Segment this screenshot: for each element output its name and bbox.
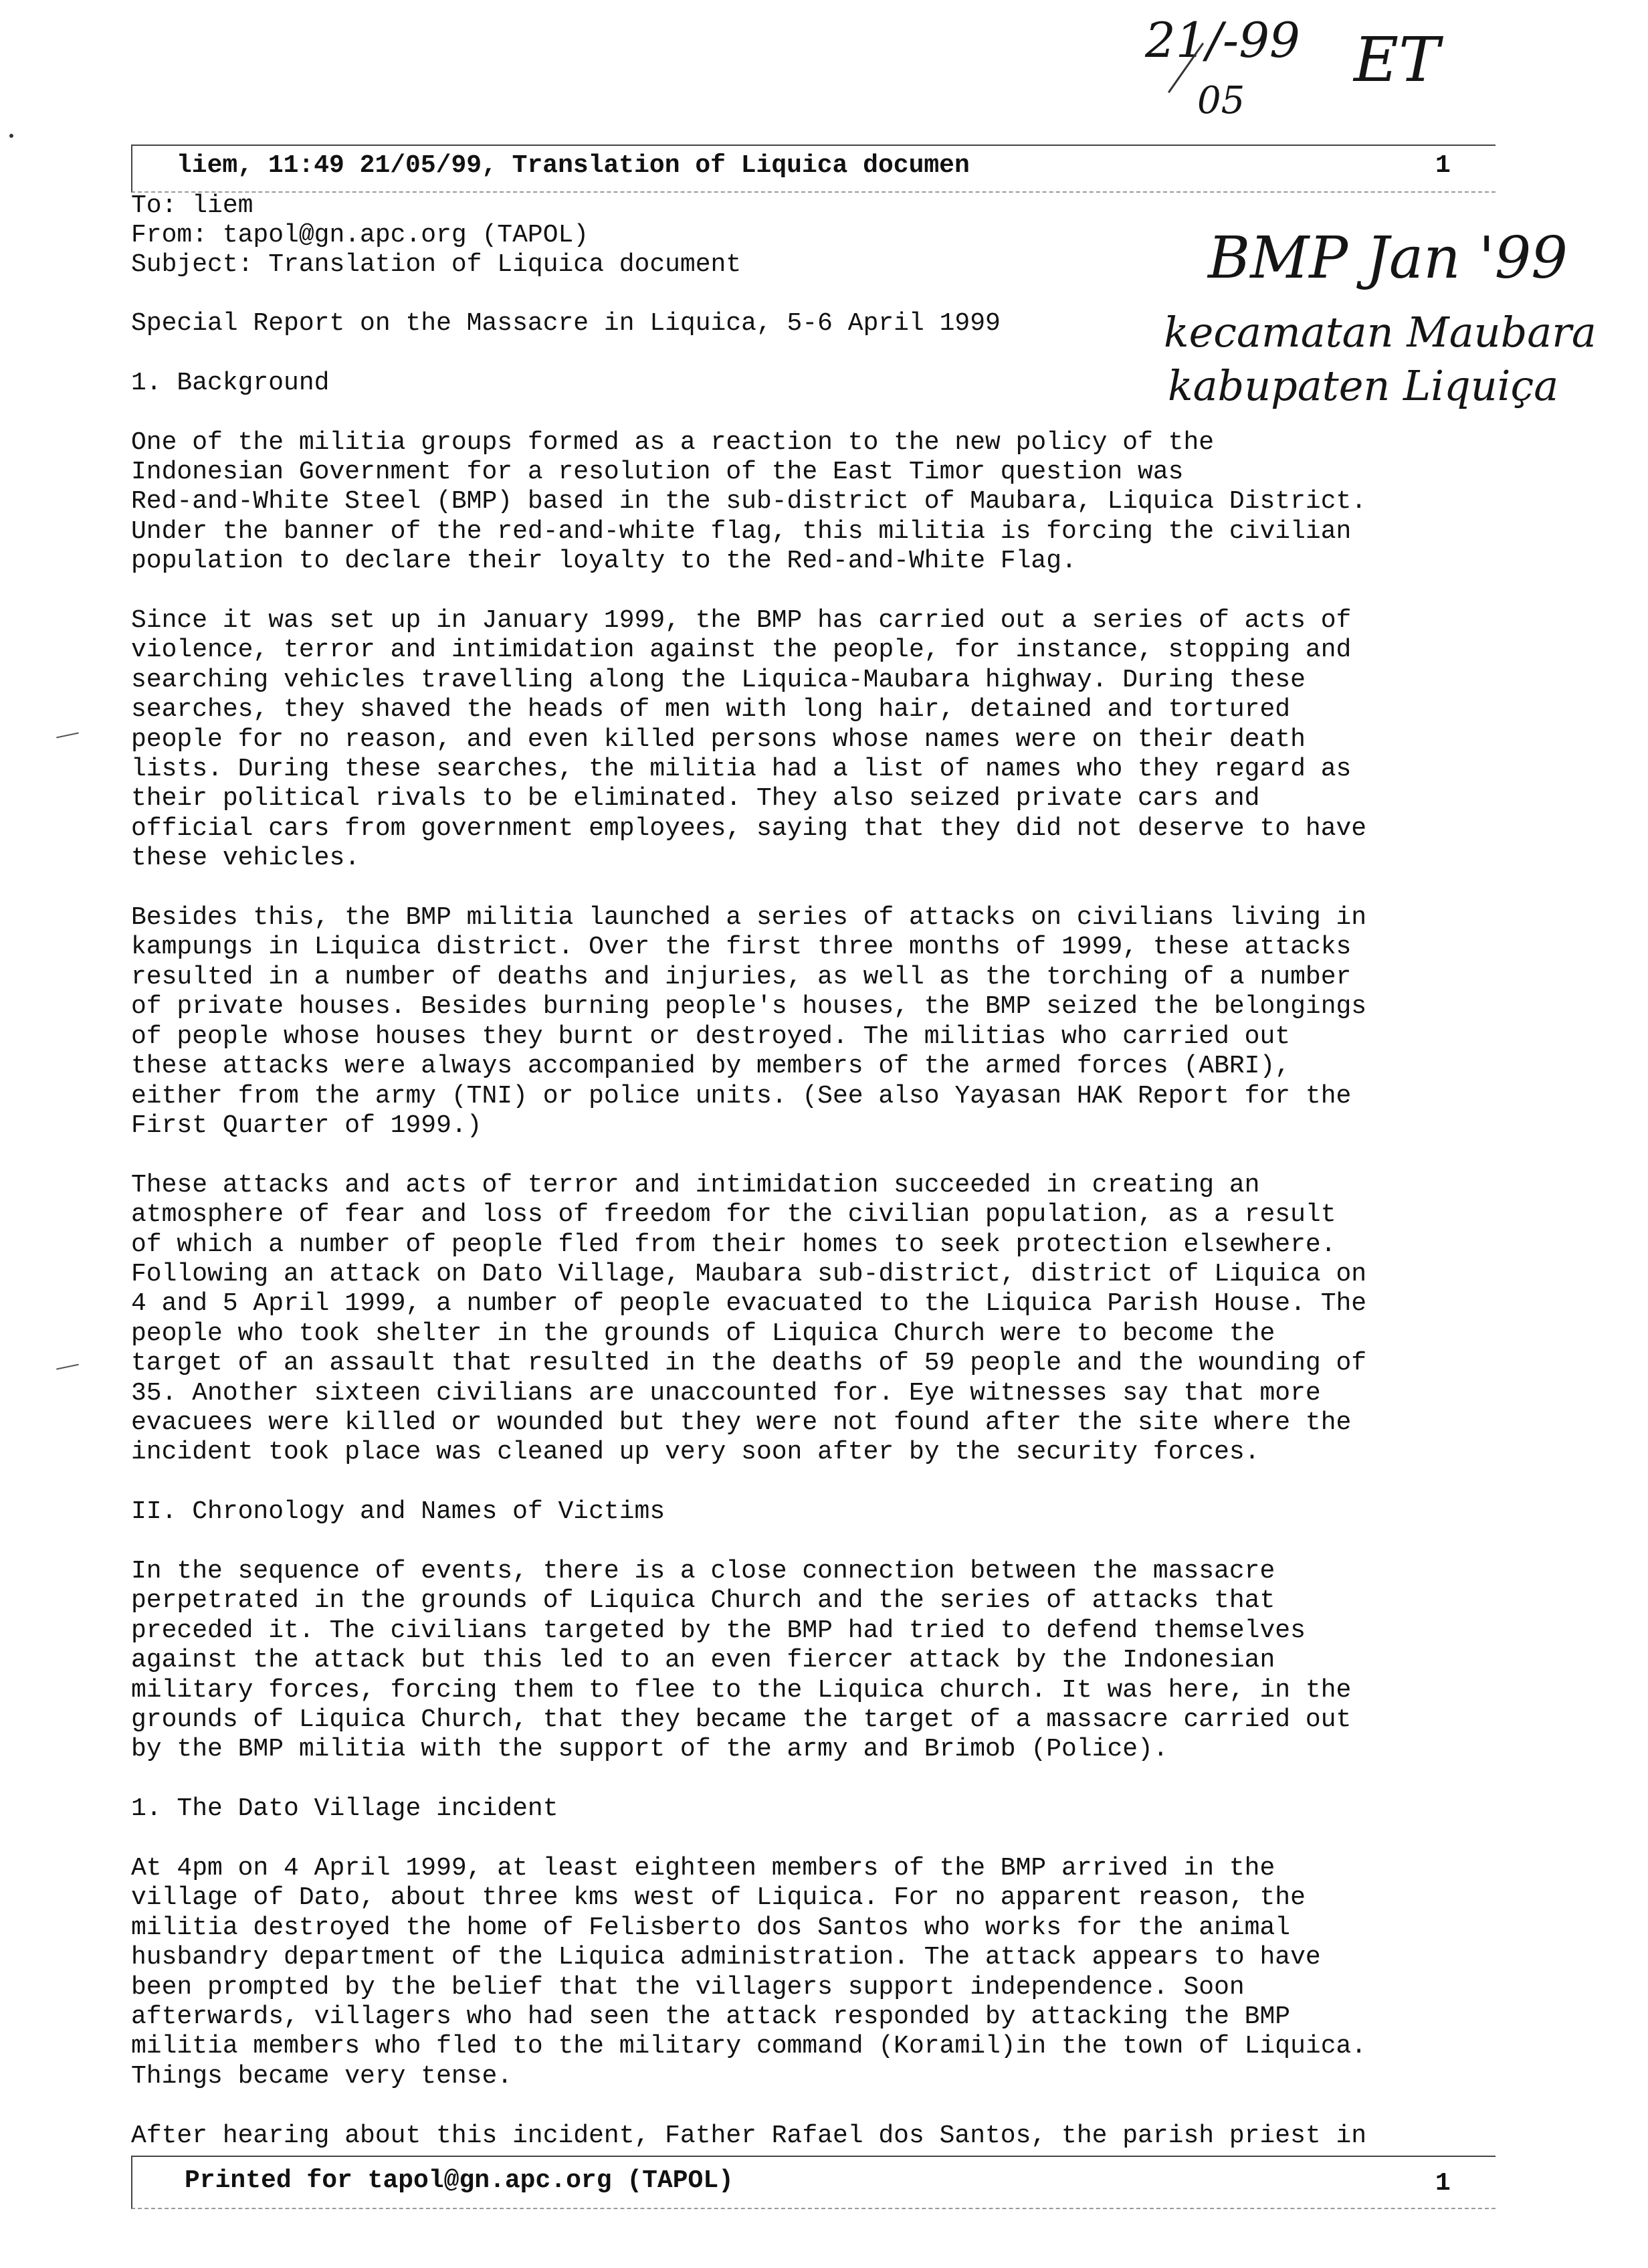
handwritten-note-kecamatan: kecamatan Maubara xyxy=(1164,308,1596,357)
paragraph: After hearing about this incident, Father Rafael dos Santos, the parish priest in xyxy=(131,2121,1367,2150)
handwritten-initials: ET xyxy=(1354,24,1440,96)
paragraph: In the sequence of events, there is a close connection between the massacre perpetrated in the grounds of Liquica Church and the series of attacks that preceded it. The civilians targeted by the BMP had tried to defend themselves against the attack but this led to an even fiercer attack by the Indonesian military forces, forcing them to flee to the Liquica church. It was here, in the grounds of Liquica Church, that they became the target of a massacre carried out by the BMP militia with the support of the army and Brimob (Police). xyxy=(131,1556,1352,1764)
paragraph: These attacks and acts of terror and intimidation succeeded in creating an atmosphere of fear and loss of freedom for the civilian population, as a result of which a number of people fled from their homes to seek protection elsewhere. Following an attack on Dato Village, Maubara sub-district, district of Liquica on 4 and 5 April 1999, a number of people evacuated to the Liquica Parish House. The people who took shelter in the grounds of Liquica Church were to become the target of an assault that resulted in the deaths of 59 people and the wounding of 35. Another sixteen civilians are unaccounted for. Eye witnesses say that more evacuees were killed or wounded but they were not found after the site where the incident took place was cleaned up very soon after by the security forces. xyxy=(131,1170,1367,1467)
header-page-number: 1 xyxy=(1435,151,1451,180)
paragraph: One of the militia groups formed as a reaction to the new policy of the Indonesian Government for a resolution of the East Timor question was Red-and-White Steel (BMP) based in the sub-district of Maubara, Liquica District. Under the banner of the red-and-white flag, this militia is forcing the civilian population to declare their loyalty to the Red-and-White Flag. xyxy=(131,428,1367,576)
report-title: Special Report on the Massacre in Liquica, 5-6 April 1999 xyxy=(131,309,1001,338)
email-to: To: liem xyxy=(131,191,253,220)
footer-page-number: 1 xyxy=(1435,2169,1451,2198)
paragraph: Besides this, the BMP militia launched a series of attacks on civilians living in kampungs in Liquica district. Over the first three months of 1999, these attacks resulted in a number of deaths and injuries, as well as the torching of a number of private houses. Besides burning people's houses, the BMP seized the belongings of people whose houses they burnt or destroyed. The militias who carried out these attacks were always accompanied by members of the armed forces (ABRI), either from the army (TNI) or police units. (See also Yayasan HAK Report for the First Quarter of 1999.) xyxy=(131,903,1367,1140)
handwritten-date-month: 05 xyxy=(1197,79,1245,122)
paragraph: At 4pm on 4 April 1999, at least eighteen members of the BMP arrived in the village of Dato, about three kms west of Liquica. For no apparent reason, the militia destroyed the home of Felisberto dos Santos who works for the animal husbandry department of the Liquica administration. The attack appears to have been prompted by the belief that the villagers support independence. Soon afterwards, villagers who had seen the attack responded by attacking the BMP militia members who fled to the military command (Koramil)in the town of Liquica. Things became very tense. xyxy=(131,1853,1367,2091)
email-from: From: tapol@gn.apc.org (TAPOL) xyxy=(131,221,589,250)
section-heading: II. Chronology and Names of Victims xyxy=(131,1497,665,1527)
section-heading: 1. The Dato Village incident xyxy=(131,1794,558,1824)
scan-mark xyxy=(9,134,13,138)
footer-label: Printed for tapol@gn.apc.org (TAPOL) xyxy=(185,2166,734,2195)
section-heading: 1. Background xyxy=(131,368,330,397)
handwritten-date: 21/-99 xyxy=(1145,12,1300,68)
handwritten-note-kabupaten: kabupaten Liquiça xyxy=(1168,361,1559,410)
document-body xyxy=(131,309,1522,2180)
email-subject: Subject: Translation of Liquica document xyxy=(131,250,742,279)
handwritten-note-bmp: BMP Jan '99 xyxy=(1208,225,1568,292)
header-title: liem, 11:49 21/05/99, Translation of Liquica documen xyxy=(177,151,970,180)
scan-mark xyxy=(56,732,79,738)
paragraph: Since it was set up in January 1999, the BMP has carried out a series of acts of violence, terror and intimidation against the people, for instance, stopping and searching vehicles travelling along the Liquica-Maubara highway. During these searches, they shaved the heads of men with long hair, detained and tortured people for no reason, and even killed persons whose names were on their death lists. During these searches, the militia had a list of names who they regard as their political rivals to be eliminated. They also seized private cars and official cars from government employees, saying that they did not deserve to have these vehicles. xyxy=(131,606,1367,873)
scan-mark xyxy=(56,1363,79,1369)
